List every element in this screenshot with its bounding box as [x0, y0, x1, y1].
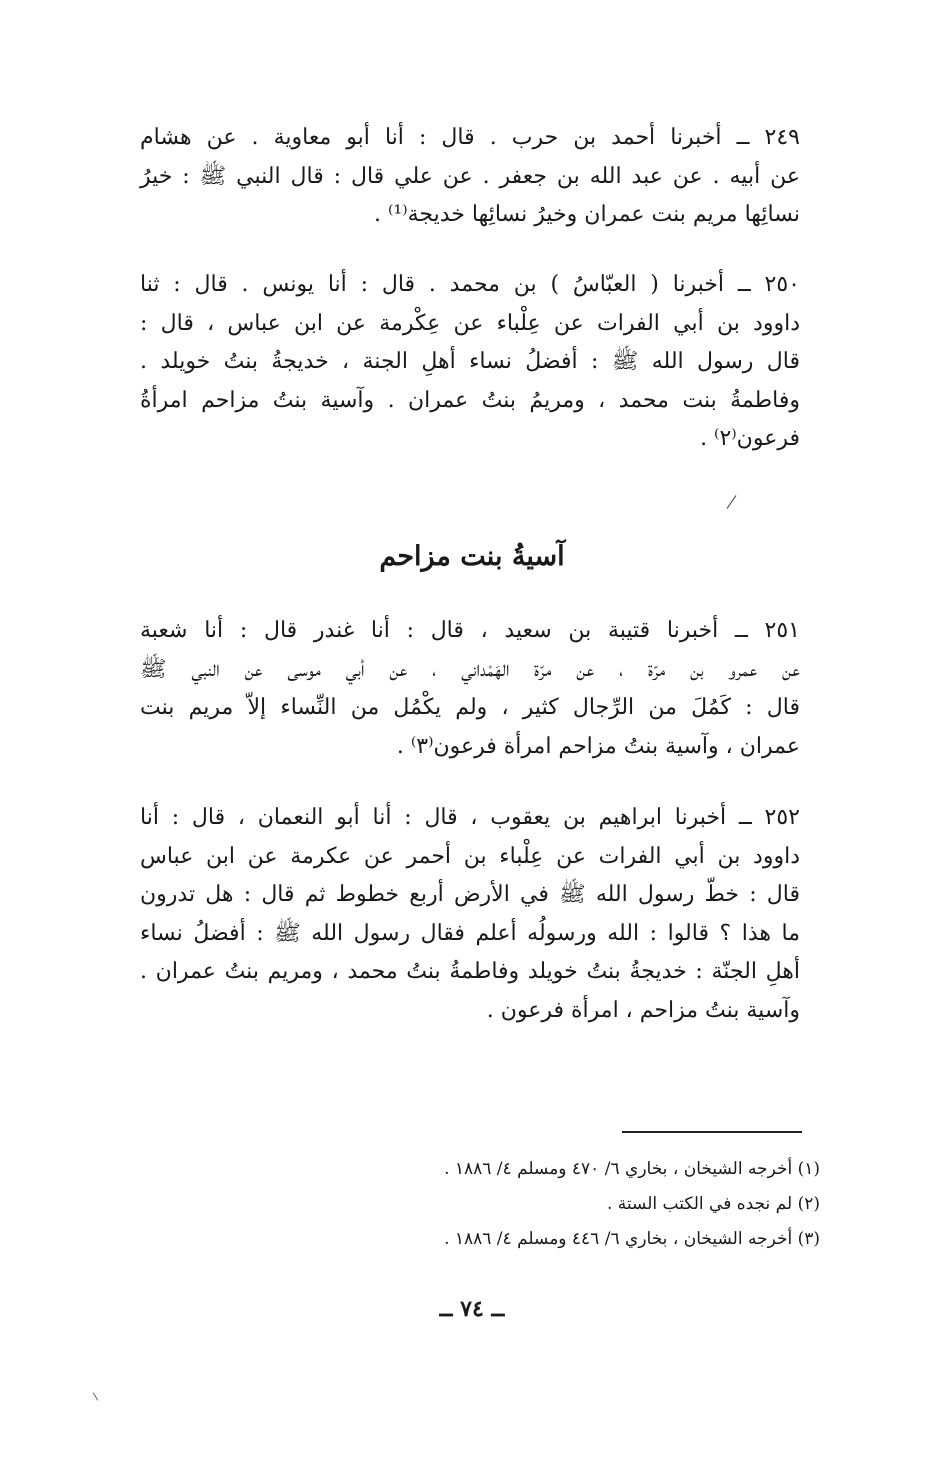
footnote-2: (٢) لم نجده في الكتب الستة . — [607, 1194, 820, 1214]
hadith-250-line-1: ٢٥٠ ــ أخبرنا ( العبّاسُ ) بن محمد . قال : أنا يونس . قال : ثنا — [140, 272, 800, 297]
section-title: آسيةُ بنت مزاحم — [379, 541, 565, 572]
hadith-249-line-2: عن أبيه . عن عبد الله بن جعفر . عن علي قال : قال النبي ﷺ : خيرُ — [140, 163, 800, 189]
hadith-250-paragraph — [140, 266, 800, 459]
footnotes — [140, 1152, 820, 1257]
footnote-divider — [622, 1131, 802, 1133]
hadith-249-line-3: نسائِها مريم بنت عمران وخيرُ نسائِها خديجة⁽¹⁾ . — [374, 202, 800, 227]
hadith-251-line-1: ٢٥١ ــ أخبرنا قتيبة بن سعيد ، قال : أنا غندر قال : أنا شعبة — [140, 618, 800, 643]
scan-speck — [93, 1392, 98, 1400]
hadith-252-line-3: قال : خطّ رسول الله ﷺ في الأرض أربع خطوط ثم قال : هل تدرون — [140, 882, 800, 907]
hadith-250-line-2: داوود بن أبي الفرات عن عِلْباء عن عِكْرمة عن ابن عباس ، قال : — [140, 310, 800, 336]
hadith-251-line-2: عن عمرو بن مرّة ، عن مرّة الهَمْداني ، عن أبي موسى عن النبي ﷺ — [140, 656, 800, 682]
hadith-252-line-4: ما هذا ؟ قالوا : الله ورسولُه أعلم فقال رسول الله ﷺ : أفضلُ نساء — [140, 920, 800, 946]
hadith-250-line-4: وفاطمةُ بنت محمد ، ومريمُ بنتُ عمران . وآسية بنتُ مزاحم امرأةُ — [140, 387, 800, 413]
hadith-252-line-2: داوود بن أبي الفرات عن عِلْباء بن أحمر عن عكرمة عن ابن عباس — [140, 843, 800, 869]
page-number: ــ ٧٤ ــ — [439, 1296, 505, 1322]
hadith-252-line-5: أهلِ الجنّة : خديجةُ بنتُ خويلد وفاطمةُ بنتُ محمد ، ومريم بنتُ عمران . — [140, 959, 800, 984]
hadith-251-paragraph — [140, 612, 800, 766]
hadith-249-line-1: ٢٤٩ ــ أخبرنا أحمد بن حرب . قال : أنا أبو معاوية . عن هشام — [140, 125, 800, 150]
hadith-251-line-3: قال : كَمُلَ من الرِّجال كثير ، ولم يكْمُل من النِّساء إلاّ مريم بنت — [140, 695, 800, 720]
stray-pen-mark — [727, 495, 737, 509]
hadith-250-line-5: فرعون⁽٢⁾ . — [700, 426, 800, 451]
hadith-252-line-6: وآسية بنتُ مزاحم ، امرأة فرعون . — [486, 997, 800, 1023]
hadith-251-line-4: عمران ، وآسية بنتُ مزاحم امرأة فرعون⁽٣⁾ . — [396, 733, 800, 759]
hadith-252-paragraph — [140, 799, 800, 1030]
hadith-250-line-3: قال رسول الله ﷺ : أفضلُ نساء أهلِ الجنة ، خديجةُ بنتُ خويلد . — [140, 349, 800, 374]
footnote-3: (٣) أخرجه الشيخان ، بخاري ٦/ ٤٤٦ ومسلم ٤/ ١٨٨٦ . — [444, 1229, 820, 1249]
hadith-252-line-1: ٢٥٢ ــ أخبرنا ابراهيم بن يعقوب ، قال : أنا أبو النعمان ، قال : أنا — [140, 805, 800, 830]
footnote-1: (١) أخرجه الشيخان ، بخاري ٦/ ٤٧٠ ومسلم ٤/ ١٨٨٦ . — [444, 1159, 820, 1179]
hadith-249-paragraph — [140, 119, 800, 235]
